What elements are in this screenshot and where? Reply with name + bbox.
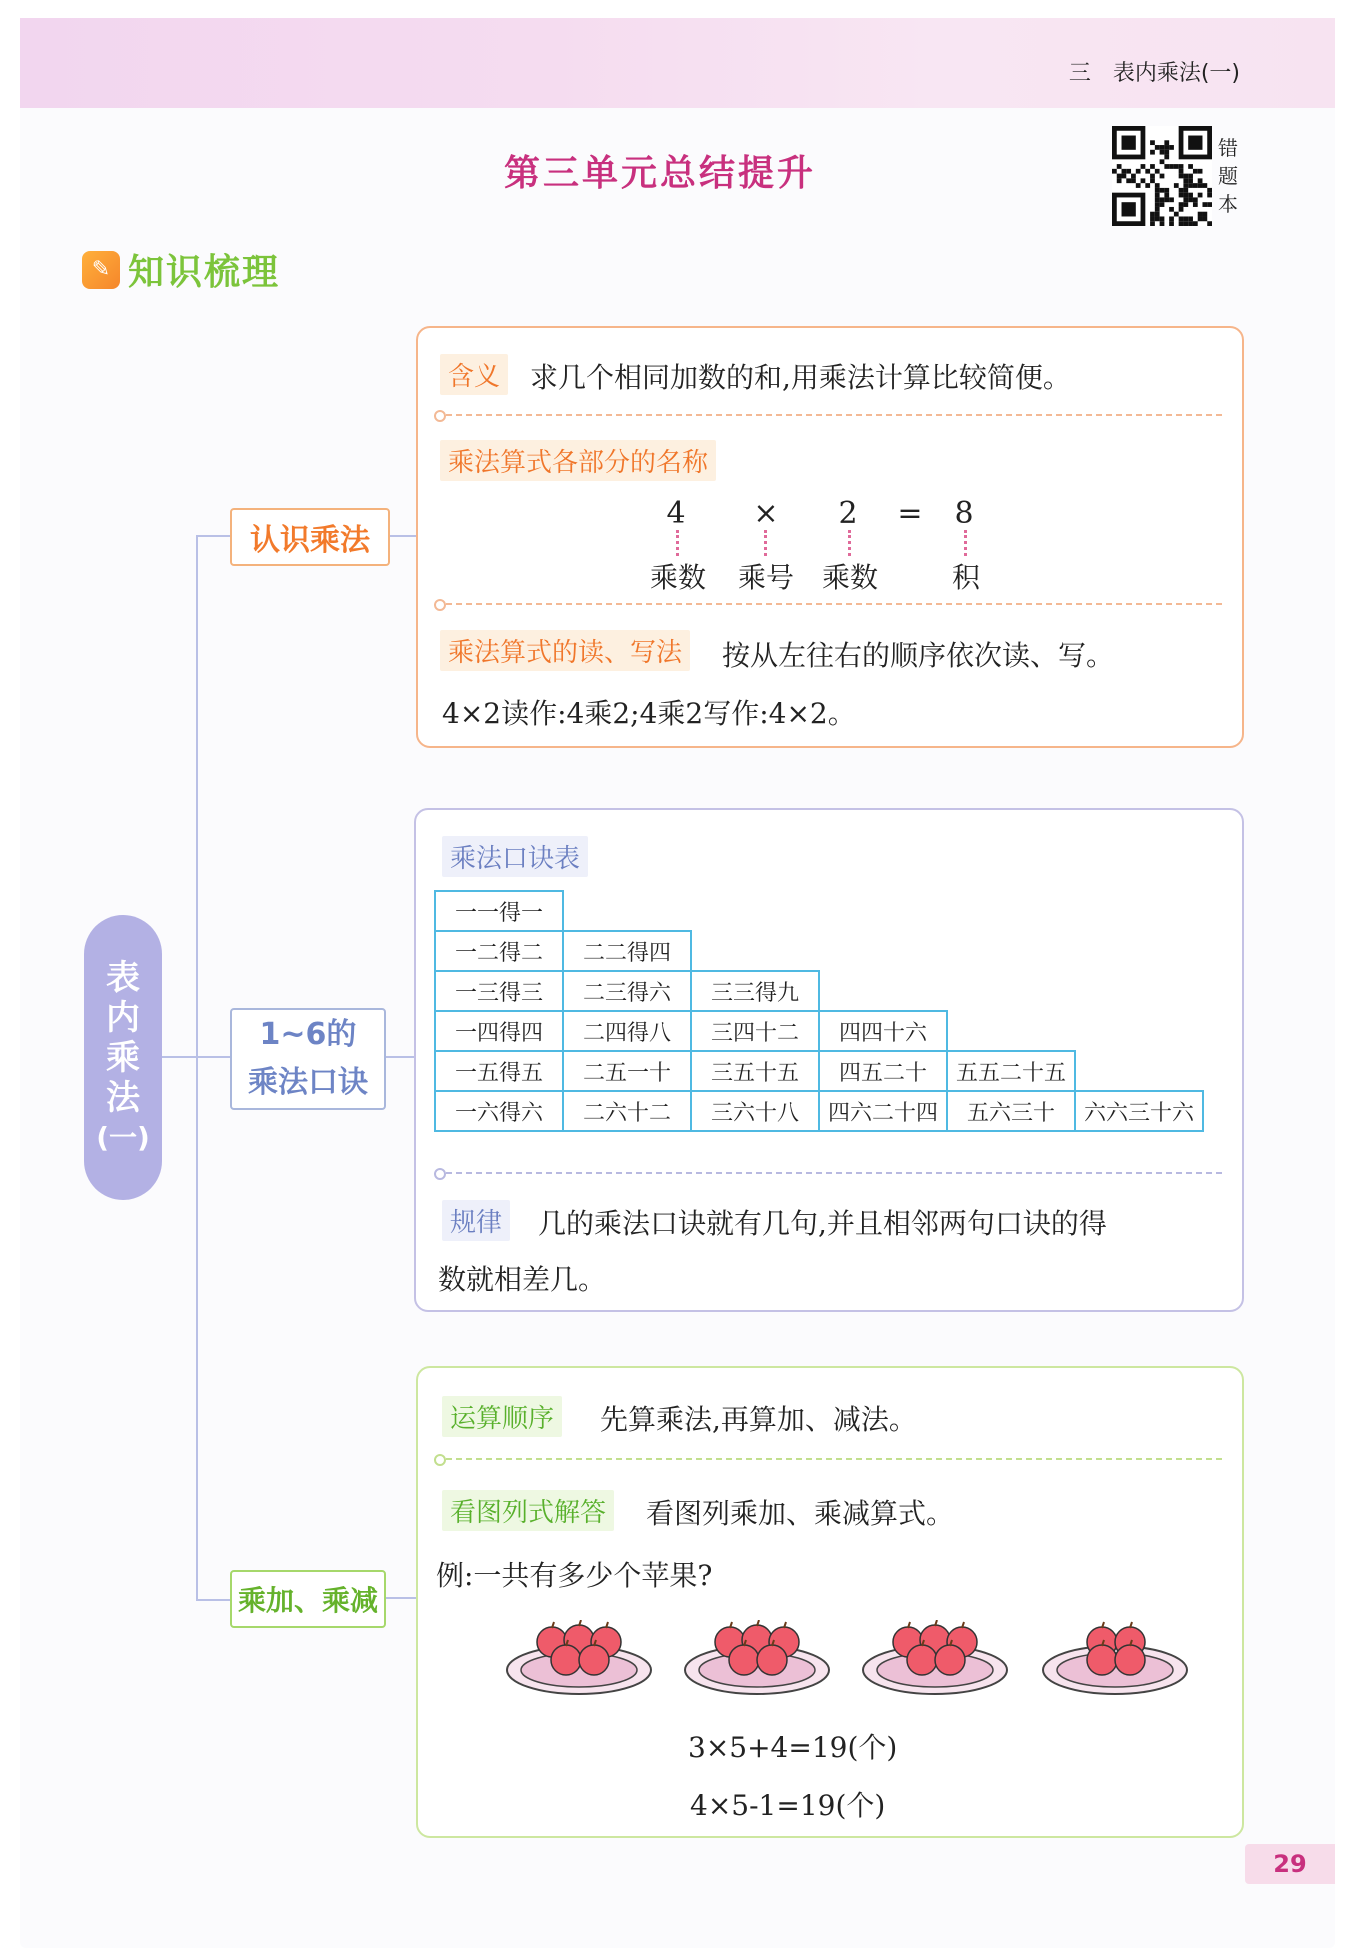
meaning-tag: 含义 (440, 354, 508, 395)
branch-understand-multiplication: 认识乘法 (230, 508, 390, 566)
apple (1087, 1645, 1117, 1675)
connector-dots (764, 530, 771, 556)
root-char: 法 (106, 1077, 140, 1118)
connector-dots (848, 530, 855, 556)
table-cell: 五五二十五 (947, 1051, 1075, 1091)
table-cell: 四四十六 (819, 1011, 947, 1051)
table-cell: 一一得一 (435, 891, 563, 931)
apple (1115, 1645, 1145, 1675)
table-cell: 三六十八 (691, 1091, 819, 1131)
table-cell: 三三得九 (691, 971, 819, 1011)
branch-multiplication-rhymes (230, 1008, 386, 1110)
table-row (435, 971, 1203, 1011)
table-cell: 一六得六 (435, 1091, 563, 1131)
apple-plate (682, 1620, 832, 1698)
chapter-tag: 三 表内乘法(一) (1068, 61, 1240, 86)
equation-times-sign: × (753, 496, 779, 531)
table-cell: 五六三十 (947, 1091, 1075, 1131)
table-cell: 四五二十 (819, 1051, 947, 1091)
connector-dots (964, 530, 971, 556)
apple (551, 1645, 581, 1675)
table-cell: 一四得四 (435, 1011, 563, 1051)
part-name-sign: 乘号 (737, 561, 794, 594)
solve-tag: 看图列式解答 (442, 1490, 614, 1531)
page-number: 29 (1245, 1844, 1335, 1884)
table-cell: 四六二十四 (819, 1091, 947, 1131)
apple (907, 1645, 937, 1675)
divider (446, 414, 1222, 416)
parts-tag: 乘法算式各部分的名称 (440, 440, 716, 481)
table-cell: 二四得八 (563, 1011, 691, 1051)
table-row (435, 1051, 1203, 1091)
order-tag: 运算顺序 (442, 1396, 562, 1437)
mixed-equation-2: 4×5-1=19(个) (690, 1789, 886, 1822)
apple (935, 1645, 965, 1675)
equation-product: 8 (954, 496, 974, 531)
tree-link-1 (386, 535, 416, 537)
table-cell: 六六三十六 (1075, 1091, 1203, 1131)
table-cell: 一五得五 (435, 1051, 563, 1091)
rule-text: 几的乘法口诀就有几句,并且相邻两句口诀的得 (538, 1207, 1107, 1240)
root-char: 表 (106, 957, 140, 998)
rule-text-cont: 数就相差几。 (438, 1263, 607, 1296)
branch2-line: 1~6的 (259, 1017, 357, 1052)
mindmap-root (84, 915, 162, 1200)
apple-plate (504, 1620, 654, 1698)
page-title: 第三单元总结提升 (503, 153, 816, 194)
table-row (435, 1091, 1203, 1131)
qr-code-icon[interactable] (1112, 126, 1212, 226)
table-row (435, 1011, 1203, 1051)
tree-link-2 (382, 1056, 414, 1058)
equation-factor-2: 2 (838, 496, 858, 531)
multiplication-table (434, 890, 1204, 1132)
meaning-text: 求几个相同加数的和,用乘法计算比较简便。 (530, 361, 1071, 394)
order-text: 先算乘法,再算加、减法。 (600, 1403, 917, 1436)
section-header (82, 244, 280, 295)
apple (579, 1645, 609, 1675)
table-cell: 一二得二 (435, 931, 563, 971)
read-write-example: 4×2读作:4乘2;4乘2写作:4×2。 (442, 697, 856, 730)
part-name-factor: 乘数 (649, 561, 706, 594)
apple (757, 1645, 787, 1675)
solve-text: 看图列乘加、乘减算式。 (646, 1497, 955, 1530)
section-title: 知识梳理 (128, 252, 281, 293)
example-question: 例:一共有多少个苹果? (436, 1559, 713, 1592)
table-cell: 二六十二 (563, 1091, 691, 1131)
equation-equals: = (897, 496, 923, 531)
branch-mixed-operations: 乘加、乘减 (230, 1570, 386, 1628)
root-char: 内 (106, 997, 140, 1038)
section-book-icon: ✎ (82, 251, 120, 289)
table-row (435, 931, 1203, 971)
tree-link-3 (382, 1597, 416, 1599)
tree-root-link (162, 1056, 230, 1058)
table-cell: 二二得四 (563, 931, 691, 971)
readwrite-tag: 乘法算式的读、写法 (440, 630, 690, 671)
root-char: (一) (96, 1120, 150, 1154)
apple (729, 1645, 759, 1675)
part-name-factor: 乘数 (821, 561, 878, 594)
connector-dots (676, 530, 683, 556)
table-cell: 二三得六 (563, 971, 691, 1011)
table-cell: 三五十五 (691, 1051, 819, 1091)
table-tag: 乘法口诀表 (442, 836, 588, 877)
mixed-equation-1: 3×5+4=19(个) (688, 1731, 898, 1764)
rule-tag: 规律 (442, 1200, 510, 1241)
readwrite-text: 按从左往右的顺序依次读、写。 (722, 639, 1115, 672)
apple-plate (1040, 1620, 1190, 1698)
divider (446, 1458, 1222, 1460)
equation-factor-1: 4 (666, 496, 686, 531)
table-cell: 一三得三 (435, 971, 563, 1011)
table-cell: 二五一十 (563, 1051, 691, 1091)
branch2-line: 乘法口诀 (248, 1065, 368, 1100)
divider (446, 1172, 1222, 1174)
qr-label: 错题本 (1218, 136, 1238, 216)
divider (446, 603, 1222, 605)
tree-trunk (196, 535, 232, 1601)
table-cell: 三四十二 (691, 1011, 819, 1051)
root-char: 乘 (106, 1037, 140, 1078)
apple-plate (860, 1620, 1010, 1698)
part-name-product: 积 (951, 561, 980, 594)
table-row (435, 891, 1203, 931)
